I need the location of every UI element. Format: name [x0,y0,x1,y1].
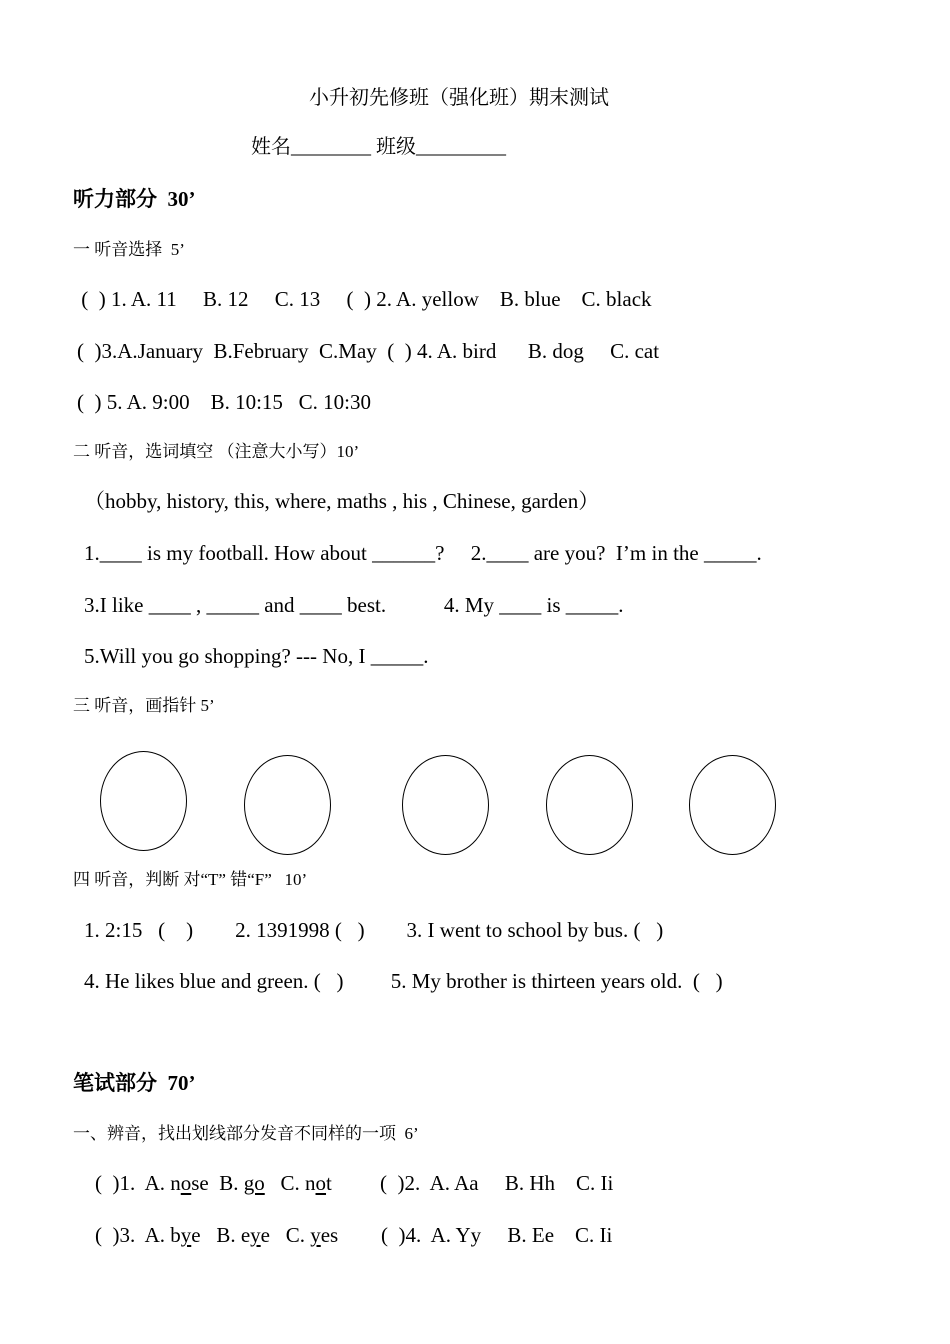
clock-face-5[interactable] [689,755,776,855]
part3-heading: 三 听音，画指针 5’ [73,696,215,715]
clock-face-1[interactable] [100,751,187,851]
underlined-sound: y [250,1223,261,1247]
part2-line-3: 5.Will you go shopping? --- No, I _____. [84,644,429,668]
underlined-sound: o [180,1171,192,1195]
part1-line-1: ( ) 1. A. 11 B. 12 C. 13 ( ) 2. A. yellow B. blue C. black [76,287,652,311]
writing-part1-heading: 一、辨音，找出划线部分发音不同样的一项 6’ [73,1124,419,1143]
name-class-line: 姓名________ 班级_________ [251,136,506,158]
underlined-sound: y [310,1223,321,1247]
part1-heading: 一 听音选择 5’ [73,240,185,259]
page-title: 小升初先修班（强化班）期末测试 [309,87,609,109]
clock-face-2[interactable] [244,755,331,855]
underlined-sound: o [315,1171,327,1195]
part1-line-2: ( )3.A.January B.February C.May ( ) 4. A. bird B. dog C. cat [77,339,660,363]
writing-question-2: ( )2. A. Aa B. Hh C. Ii [380,1171,614,1195]
part4-line-2: 4. He likes blue and green. ( ) 5. My brother is thirteen years old. ( ) [84,969,723,993]
writing-heading: 笔试部分 70’ [73,1071,196,1095]
clock-face-4[interactable] [546,755,633,855]
part2-line-1: 1.____ is my football. How about ______? 2.____ are you? I’m in the _____. [84,541,762,565]
listening-heading: 听力部分 30’ [73,187,196,211]
part2-line-2: 3.I like ____ , _____ and ____ best. 4. My ____ is _____. [84,593,624,617]
writing-question-3: ( )3. A. bye B. eye C. yes [95,1223,339,1247]
writing-question-4: ( )4. A. Yy B. Ee C. Ii [381,1223,613,1247]
part4-heading: 四 听音，判断 对“T” 错“F” 10’ [73,870,308,889]
clock-face-3[interactable] [402,755,489,855]
underlined-sound: y [180,1223,192,1247]
part4-line-1: 1. 2:15 ( ) 2. 1391998 ( ) 3. I went to school by bus. ( ) [84,918,664,942]
part2-heading: 二 听音，选词填空 （注意大小写）10’ [73,442,360,461]
underlined-sound: go [243,1171,265,1195]
part1-line-3: ( ) 5. A. 9:00 B. 10:15 C. 10:30 [77,390,372,414]
word-bank: （hobby, history, this, where, maths , his , Chinese, garden） [84,489,600,513]
writing-question-1: ( )1. A. nose B. go C. not [95,1171,332,1195]
